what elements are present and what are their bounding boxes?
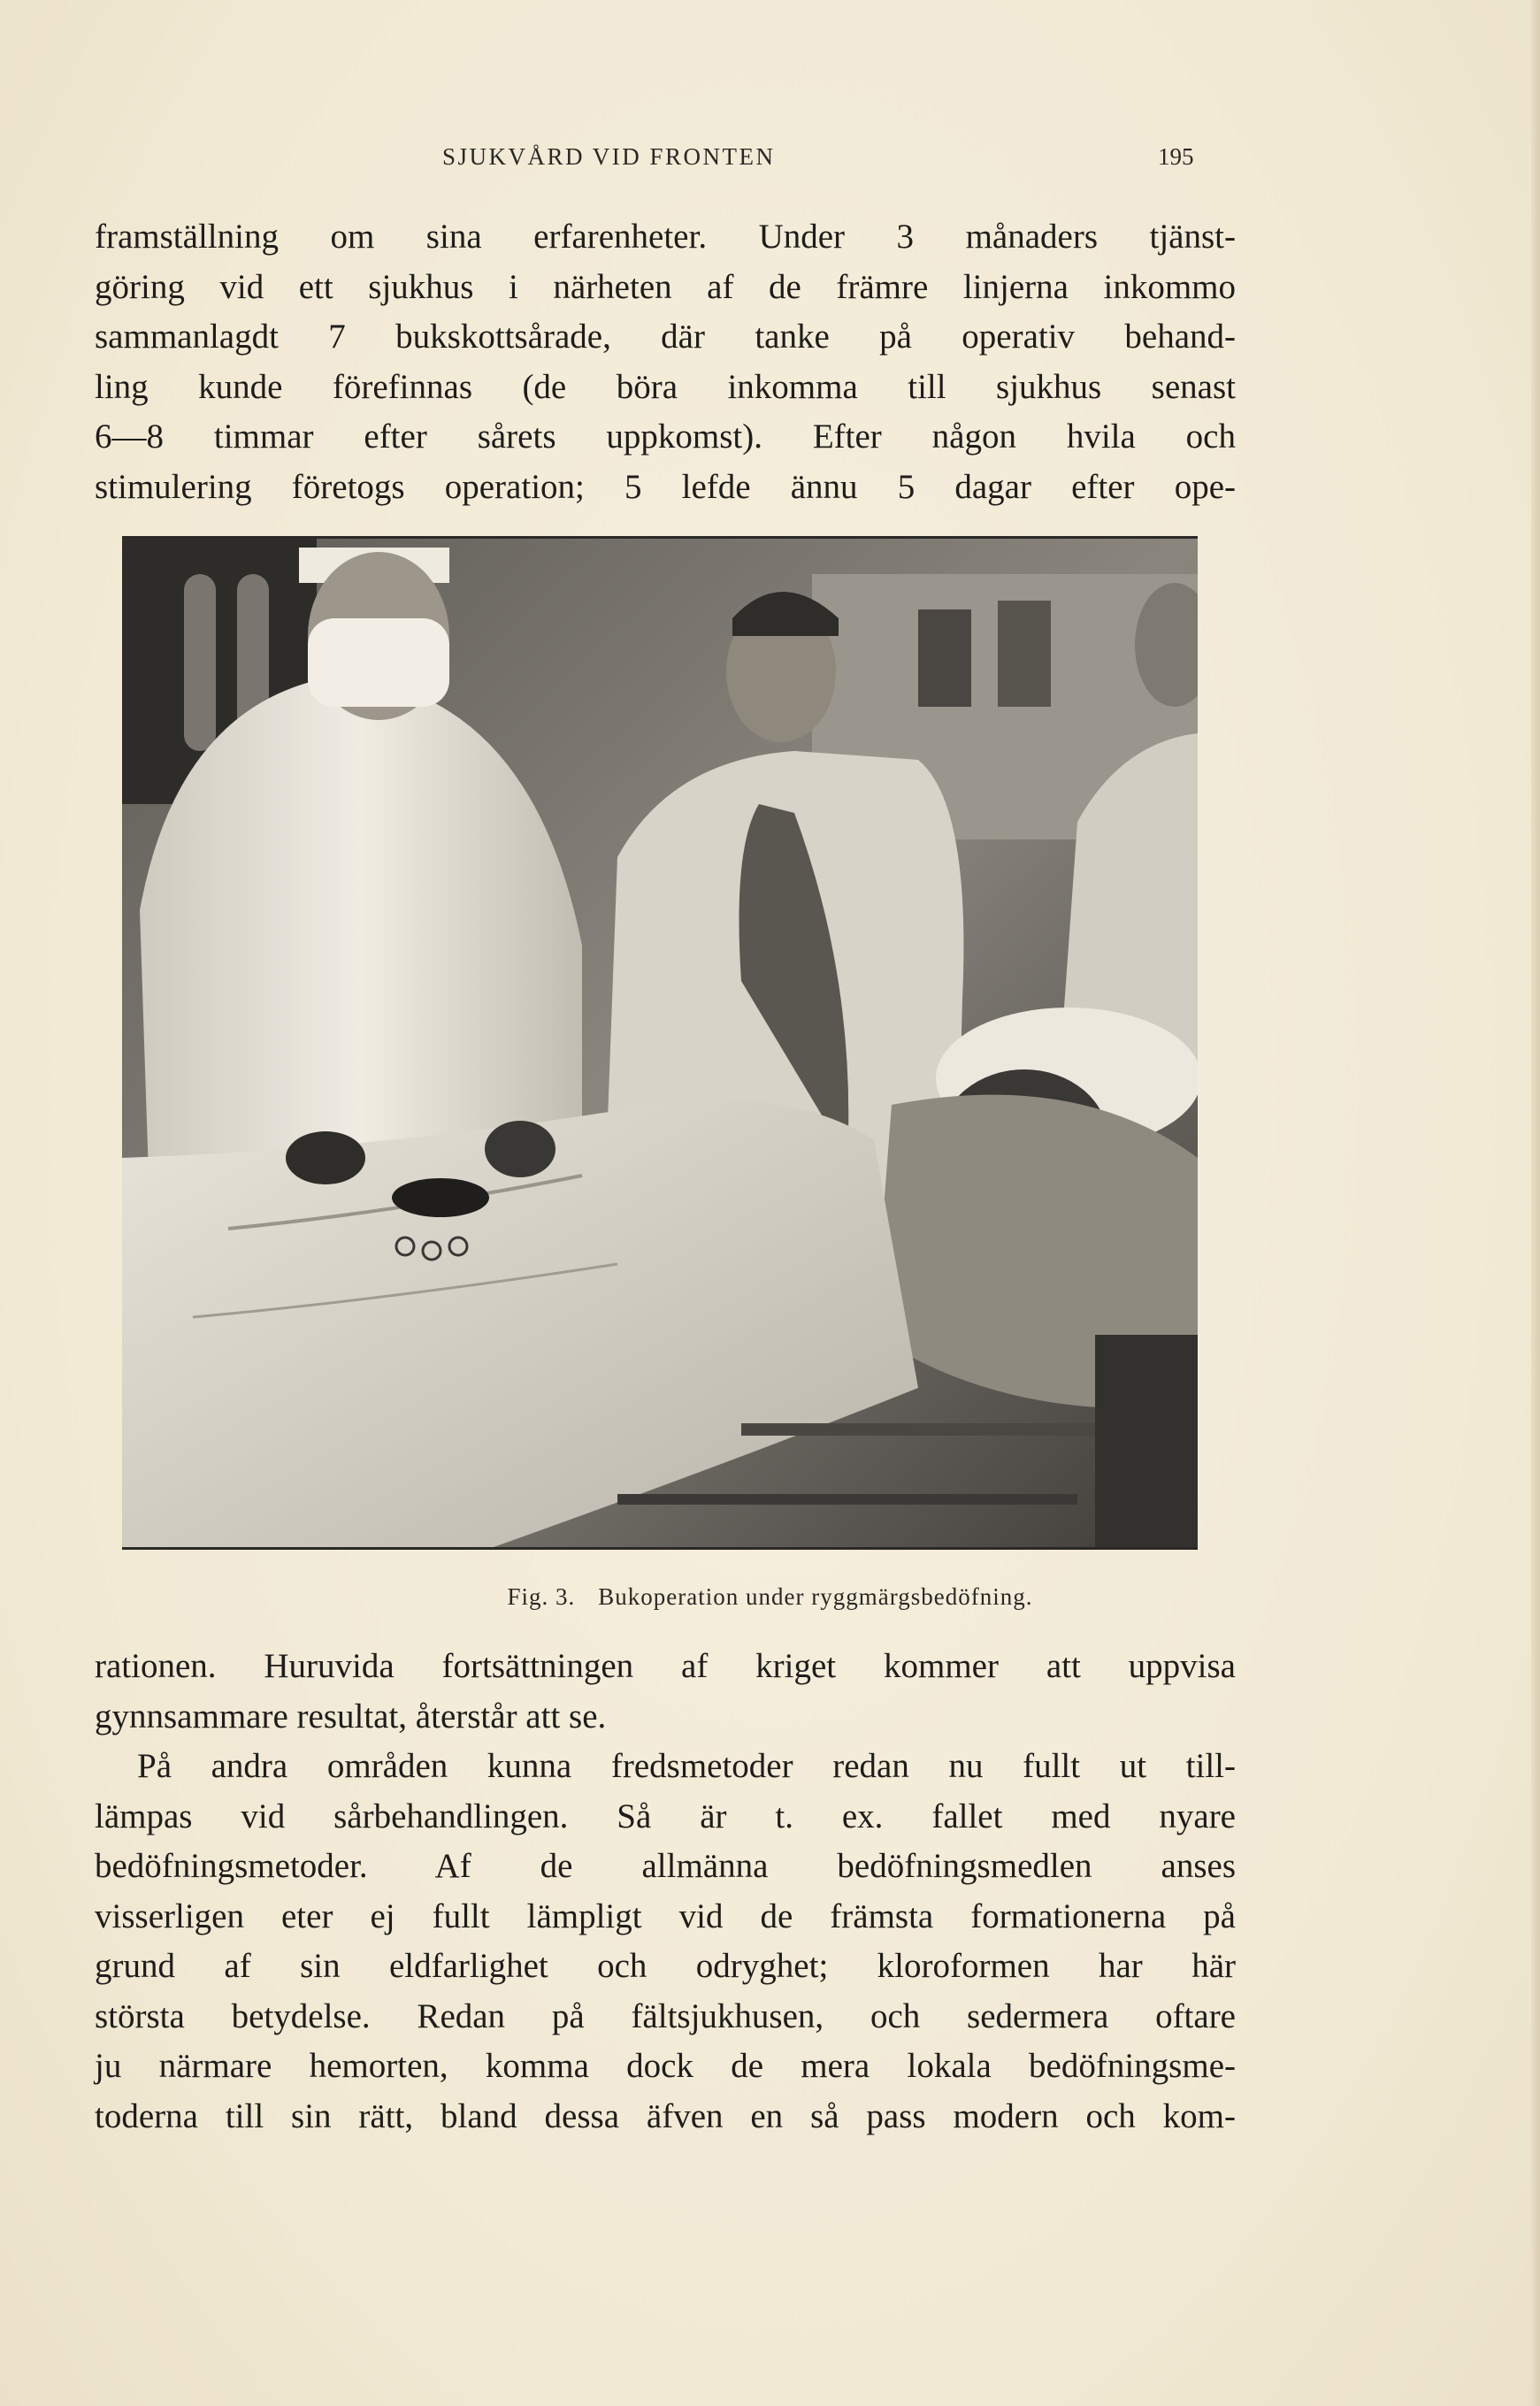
text-line: grund af sin eldfarlighet och odryghet; kloroformen har här: [95, 1947, 1236, 1985]
figure-caption: [0, 1583, 1540, 1611]
operation-photo: [122, 539, 1198, 1547]
text-line: gynnsammare resultat, återstår att se.: [95, 1697, 607, 1736]
text-line: rationen. Huruvida fortsättningen af kriget kommer att uppvisa: [95, 1647, 1236, 1685]
figure-caption-text: Bukoperation under ryggmärgsbedöfning.: [598, 1583, 1033, 1610]
page-edge: [1531, 0, 1540, 2406]
text-line: bedöfningsmetoder. Af de allmänna bedöfningsmedlen anses: [95, 1847, 1236, 1885]
text-line: framställning om sina erfarenheter. Under 3 månaders tjänst-: [95, 218, 1236, 256]
paragraph-bottom: [95, 1642, 1236, 2142]
text-line: ju närmare hemorten, komma dock de mera lokala bedöfningsme-: [95, 2047, 1236, 2085]
running-title: SJUKVÅRD VID FRONTEN: [442, 143, 776, 170]
text-line: På andra områden kunna fredsmetoder redan nu fullt ut till-: [137, 1747, 1236, 1785]
text-line: stimulering företogs operation; 5 lefde ännu 5 dagar efter ope-: [95, 467, 1236, 506]
page-number: 195: [1158, 143, 1194, 170]
running-head: [0, 143, 1540, 179]
figure-label: Fig. 3.: [507, 1583, 576, 1610]
text-line: sammanlagdt 7 bukskottsårade, där tanke på operativ behand-: [95, 318, 1236, 356]
figure-photograph: [122, 536, 1198, 1550]
text-line: 6—8 timmar efter sårets uppkomst). Efter någon hvila och: [95, 418, 1236, 456]
text-line: toderna till sin rätt, bland dessa äfven en så pass modern och kom-: [95, 2096, 1236, 2135]
text-line: göring vid ett sjukhus i närheten af de främre linjerna inkommo: [95, 267, 1236, 306]
text-line: största betydelse. Redan på fältsjukhusen, och sedermera oftare: [95, 1996, 1236, 2035]
text-line: lämpas vid sårbehandlingen. Så är t. ex. fallet med nyare: [95, 1797, 1236, 1835]
paragraph-top: [95, 212, 1236, 512]
text-line: visserligen eter ej fullt lämpligt vid de främsta formationerna på: [95, 1896, 1236, 1935]
text-line: ling kunde förefinnas (de böra inkomma till sjukhus senast: [95, 367, 1236, 406]
